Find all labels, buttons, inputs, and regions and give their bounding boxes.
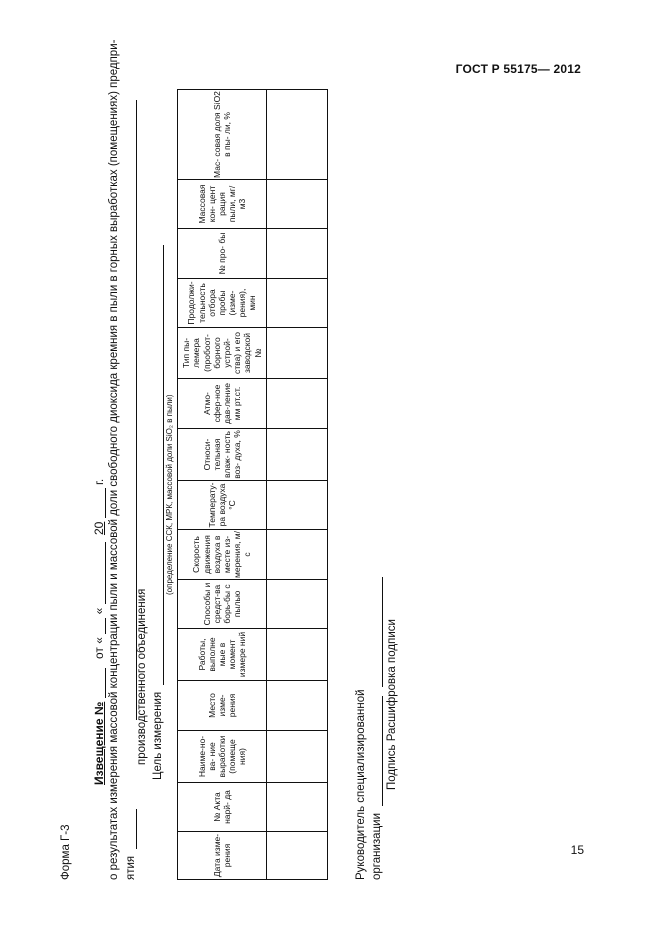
- table-cell[interactable]: [267, 681, 328, 731]
- signature-field[interactable]: [370, 696, 383, 806]
- column-header: Температу- ра воздуха °С: [178, 481, 267, 530]
- column-header: № Акта нарй- да: [178, 783, 267, 832]
- table-cell[interactable]: [267, 328, 328, 379]
- signature-line1: Руководитель специализированной: [355, 689, 367, 880]
- column-header: Скорость движения воздуха в месте из- мерения, м/с: [178, 530, 267, 580]
- subject-line: о результатах измерения массовой концентрации пыли и массовой доли свободного диоксида кремния в пыли в горных выработках (помещениях) предпри-: [108, 39, 120, 880]
- month-field[interactable]: [93, 542, 106, 604]
- column-header: Мас- совая доля SiO2 в пы- ли, %: [178, 90, 267, 180]
- day-field[interactable]: [93, 618, 106, 634]
- year-field[interactable]: [93, 488, 106, 518]
- table-cell[interactable]: [267, 229, 328, 279]
- purpose-line: [151, 245, 164, 780]
- notice-title-line: [92, 479, 106, 785]
- table-cell[interactable]: [267, 580, 328, 629]
- subject-line2: [124, 809, 137, 880]
- subject-line2-text: ятия: [125, 855, 137, 880]
- table-cell[interactable]: [267, 429, 328, 481]
- enterprise-field[interactable]: [124, 809, 137, 849]
- subject-line3: производственного объединения: [136, 588, 148, 765]
- table-cell[interactable]: [267, 279, 328, 328]
- page-number: 15: [570, 843, 584, 857]
- table-cell[interactable]: [267, 481, 328, 530]
- from-label: от «: [92, 637, 106, 660]
- table-cell[interactable]: [267, 379, 328, 429]
- purpose-field[interactable]: [151, 245, 164, 685]
- table-cell[interactable]: [267, 832, 328, 880]
- column-header: Относи- тельная влаж- ность воз- духа, %: [178, 429, 267, 481]
- notice-number-field[interactable]: [93, 668, 106, 698]
- form-label: Форма Г-3: [60, 824, 72, 880]
- table-cell[interactable]: [267, 629, 328, 681]
- column-header: Работы, выполне мые в момент измере ний: [178, 629, 267, 681]
- column-header: Дата изме- рения: [178, 832, 267, 880]
- table-cell[interactable]: [267, 90, 328, 180]
- column-header: Способы и средст-ва борь-бы с пылью: [178, 580, 267, 629]
- purpose-hint: (определение ССК, МРК, массовой доли SiO₂ в пыли): [165, 394, 174, 595]
- table-cell[interactable]: [267, 783, 328, 832]
- column-header: Атмо- сфер-ное дав-ление мм рт.ст.: [178, 379, 267, 429]
- table-cell[interactable]: [267, 731, 328, 783]
- column-header: Место изме- рения: [178, 681, 267, 731]
- table-row: [267, 90, 328, 880]
- purpose-label: Цель измерения: [152, 691, 164, 780]
- year-suffix: г.: [92, 478, 106, 485]
- column-header: Продолжи- тельность отбора пробы (изме- рения), мин: [178, 279, 267, 328]
- table-cell[interactable]: [267, 530, 328, 580]
- table-header-row: [178, 90, 267, 880]
- signature-caption: Подпись Расшифровка подписи: [386, 619, 398, 790]
- column-header: Наиме-но- ва- ние выработки (помеще ния): [178, 731, 267, 783]
- column-header: Тип пы- лемера (пробоот- борного устрой- ства) и его заводской №: [178, 328, 267, 379]
- signature-name-field[interactable]: [370, 577, 383, 687]
- standard-header: ГОСТ Р 55175— 2012: [455, 62, 581, 76]
- table-cell[interactable]: [267, 180, 328, 229]
- year-prefix: 20: [92, 521, 106, 536]
- column-header: Массовая кон- цент рация пыли, мг/м3: [178, 180, 267, 229]
- measurement-table: [177, 89, 328, 880]
- signature-line2: [370, 577, 383, 880]
- date-quote: «: [92, 607, 106, 615]
- column-header: № про- бы: [178, 229, 267, 279]
- notice-label: Извещение №: [92, 701, 106, 785]
- signature-line2-text: организации: [371, 812, 383, 880]
